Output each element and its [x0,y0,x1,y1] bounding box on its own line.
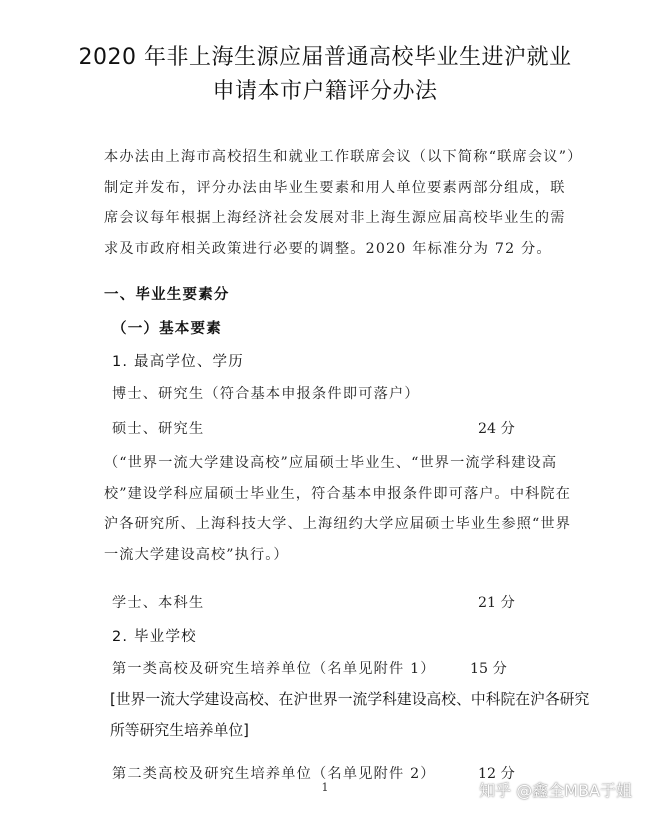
document-title-line1: 2020 年非上海生源应届普通高校毕业生进沪就业 [78,45,572,70]
class2-label: 第二类高校及研究生培养单位（名单见附件 2） [112,766,436,782]
phd-line: 博士、研究生（符合基本申报条件即可落户） [112,386,420,402]
master-score: 24 分 [478,421,515,437]
class2-score: 12 分 [478,766,515,782]
class1-note: [世界一流大学建设高校、在沪世界一流学科建设高校、中科院在沪各研究所等研究生培养单位] [110,691,590,739]
item1-heading: 1. 最高学位、学历 [112,354,244,370]
class1-score: 15 分 [470,661,507,677]
intro-text: 本办法由上海市高校招生和就业工作联席会议（以下简称“联席会议”）制定并发布，评分办法由毕业生要素和用人单位要素两部分组成，联席会议每年根据上海经济社会发展对非上海生源应届高校毕业生的需求及市政府相关政策进行必要的调整。2020 年标准分为 72 分。 [104,149,576,257]
page-number: 1 [321,781,329,794]
master-label: 硕士、研究生 [112,421,205,437]
section1-heading: 一、毕业生要素分 [104,287,230,303]
item2-heading: 2. 毕业学校 [112,629,197,645]
document-title-line2: 申请本市户籍评分办法 [212,79,438,104]
bachelor-score: 21 分 [478,595,515,611]
intro-paragraph [104,142,579,264]
bachelor-label: 学士、本科生 [112,595,205,611]
class1-label: 第一类高校及研究生培养单位（名单见附件 1） [112,661,436,677]
master-note: （“世界一流大学建设高校”应届硕士毕业生、“世界一流学科建设高校”建设学科应届硕士毕业生，符合基本申报条件即可落户。中科院在沪各研究所、上海科技大学、上海纽约大学应届硕士毕业生参照“世界一流大学建设高校”执行。） [104,455,571,563]
subsection1-heading: （一）基本要素 [112,321,222,337]
watermark: 知乎 @鑫全MBA于姐 [479,781,632,800]
